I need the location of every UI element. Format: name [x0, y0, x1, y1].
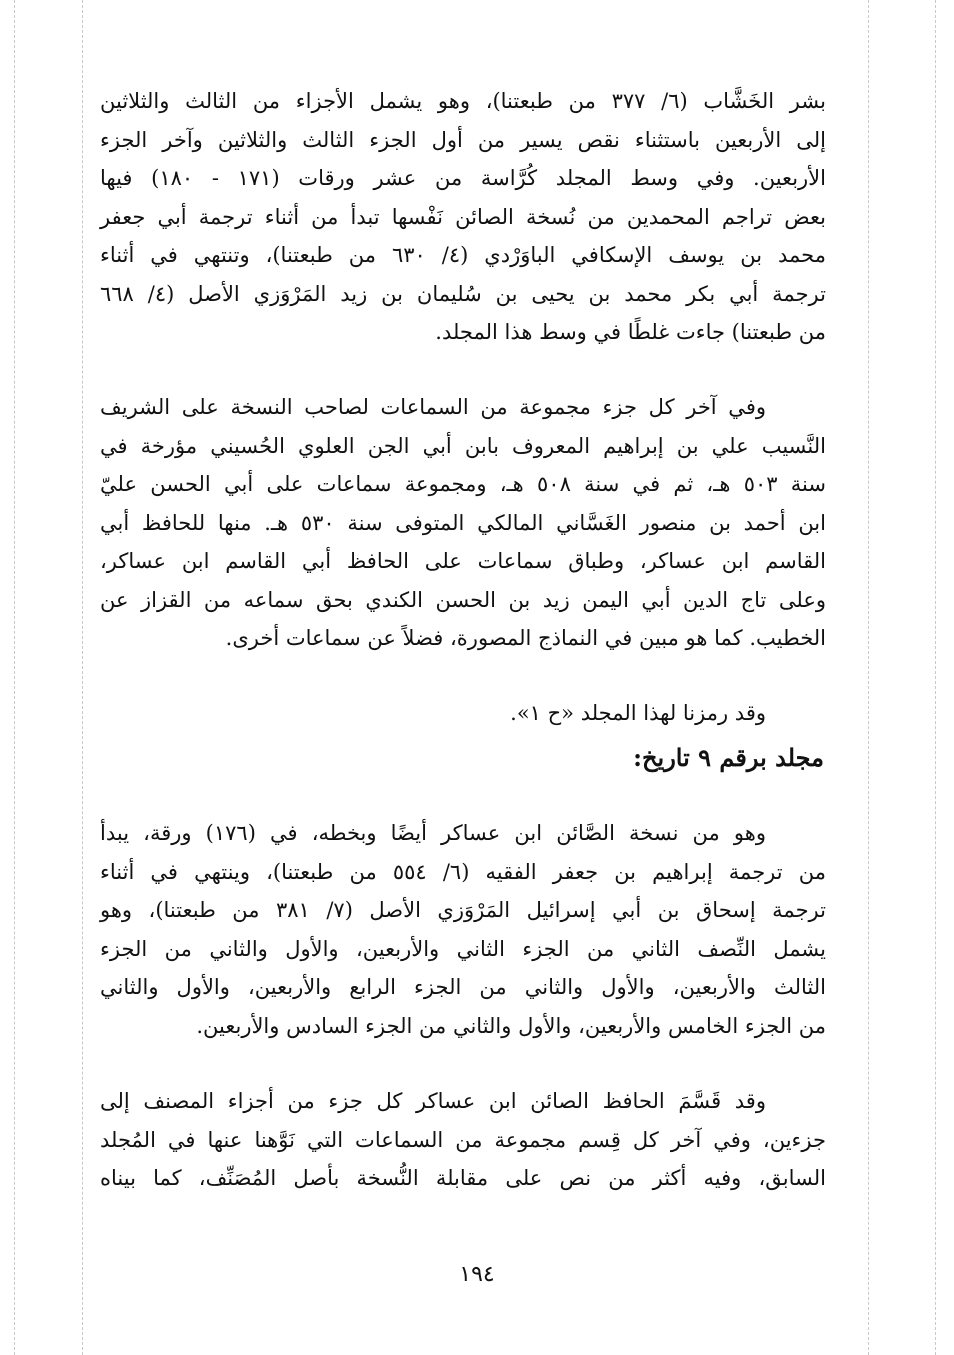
paragraph-4 [100, 814, 826, 1045]
text-line: وهو من نسخة الصَّائن ابن عساكر أيضًا وبخطه، في (١٧٦) ورقة، يبدأ [100, 821, 766, 845]
text-line: يشمل النِّصف الثاني من الجزء الثاني والأربعين، والأول والثاني من الجزء [100, 936, 826, 961]
text-line: وفي آخر كل جزء مجموعة من السماعات لصاحب النسخة على الشريف [100, 395, 766, 419]
section-heading: مجلد برقم ٩ تاريخ: [633, 743, 824, 772]
text-line: من الجزء الخامس والأربعين، والأول والثاني من الجزء السادس والأربعين. [196, 1013, 826, 1038]
scan-artifact-line [868, 0, 869, 1355]
text-line: بشر الخَشَّاب (٦/ ٣٧٧ من طبعتنا)، وهو يشمل الأجزاء من الثالث والثلاثين [100, 89, 826, 113]
text-line: وقد قَسَّمَ الحافظ الصائن ابن عساكر كل جزء من أجزاء المصنف إلى [100, 1089, 766, 1113]
scan-artifact-line [14, 0, 15, 1355]
text-line: الأربعين. وفي وسط المجلد كُرَّاسة من عشر ورقات (١٧١ - ١٨٠) فيها [100, 166, 826, 190]
scan-artifact-line [82, 0, 83, 1355]
scan-artifact-line [935, 0, 936, 1355]
text-line: وعلى تاج الدين أبي اليمن زيد بن الحسن الكندي بحق سماعه من القزاز عن [100, 587, 826, 612]
text-line: سنة ٥٠٣ هـ، ثم في سنة ٥٠٨ هـ، ومجموعة سماعات على أبي الحسن عليّ [100, 472, 826, 496]
text-line: النَّسيب علي بن إبراهيم المعروف بابن أبي الجن العلوي الحُسيني مؤرخة في [100, 433, 826, 458]
paragraph-3 [100, 694, 826, 733]
text-line: القاسم ابن عساكر، وطباق سماعات على الحافظ أبي القاسم ابن عساكر، [100, 549, 826, 573]
page-number: ١٩٤ [459, 1262, 495, 1287]
text-line: محمد بن يوسف الإسكافي الباوَرْدي (٤/ ٦٣٠ من طبعتنا)، وتنتهي في أثناء [100, 243, 826, 267]
text-line: من طبعتنا) جاءت غلطًا في وسط هذا المجلد. [435, 320, 826, 344]
text-line: الثالث والأربعين، والأول والثاني من الجزء الرابع والأربعين، والأول والثاني [100, 975, 826, 999]
paragraph-1 [100, 82, 826, 352]
paragraph-5 [100, 1082, 826, 1198]
text-line: ترجمة أبي بكر محمد بن يحيى بن سُليمان بن زيد المَرْوَزي الأصل (٤/ ٦٦٨ [100, 281, 826, 306]
paragraph-2 [100, 388, 826, 658]
text-line: جزءين، وفي آخر كل قِسم مجموعة من السماعات التي نَوَّهنا عنها في المُجلد [100, 1127, 826, 1152]
text-line: الخطيب. كما هو مبين في النماذج المصورة، فضلاً عن سماعات أخرى. [225, 626, 826, 650]
text-line: من ترجمة إبراهيم بن جعفر الفقيه (٦/ ٥٥٤ من طبعتنا)، وينتهي في أثناء [100, 859, 826, 884]
text-line: السابق، وفيه أكثر من نص على مقابلة النُّسخة بأصل المُصَنِّف، كما بيناه [100, 1166, 826, 1190]
text-line: ترجمة إسحاق بن أبي إسرائيل المَرْوَزي الأصل (٧/ ٣٨١ من طبعتنا)، وهو [100, 898, 826, 922]
text-line: وقد رمزنا لهذا المجلد «ح ١». [510, 701, 766, 725]
text-line: بعض تراجم المحمدين من نُسخة الصائن نَفْسها تبدأ من أثناء ترجمة أبي جعفر [100, 204, 826, 229]
text-line: إلى الأربعين باستثناء نقص يسير من أول الجزء الثالث والثلاثين وآخر الجزء [100, 127, 826, 152]
text-line: ابن أحمد بن منصور الغَسَّاني المالكي المتوفى سنة ٥٣٠ هـ. منها للحافظ أبي [100, 510, 826, 535]
